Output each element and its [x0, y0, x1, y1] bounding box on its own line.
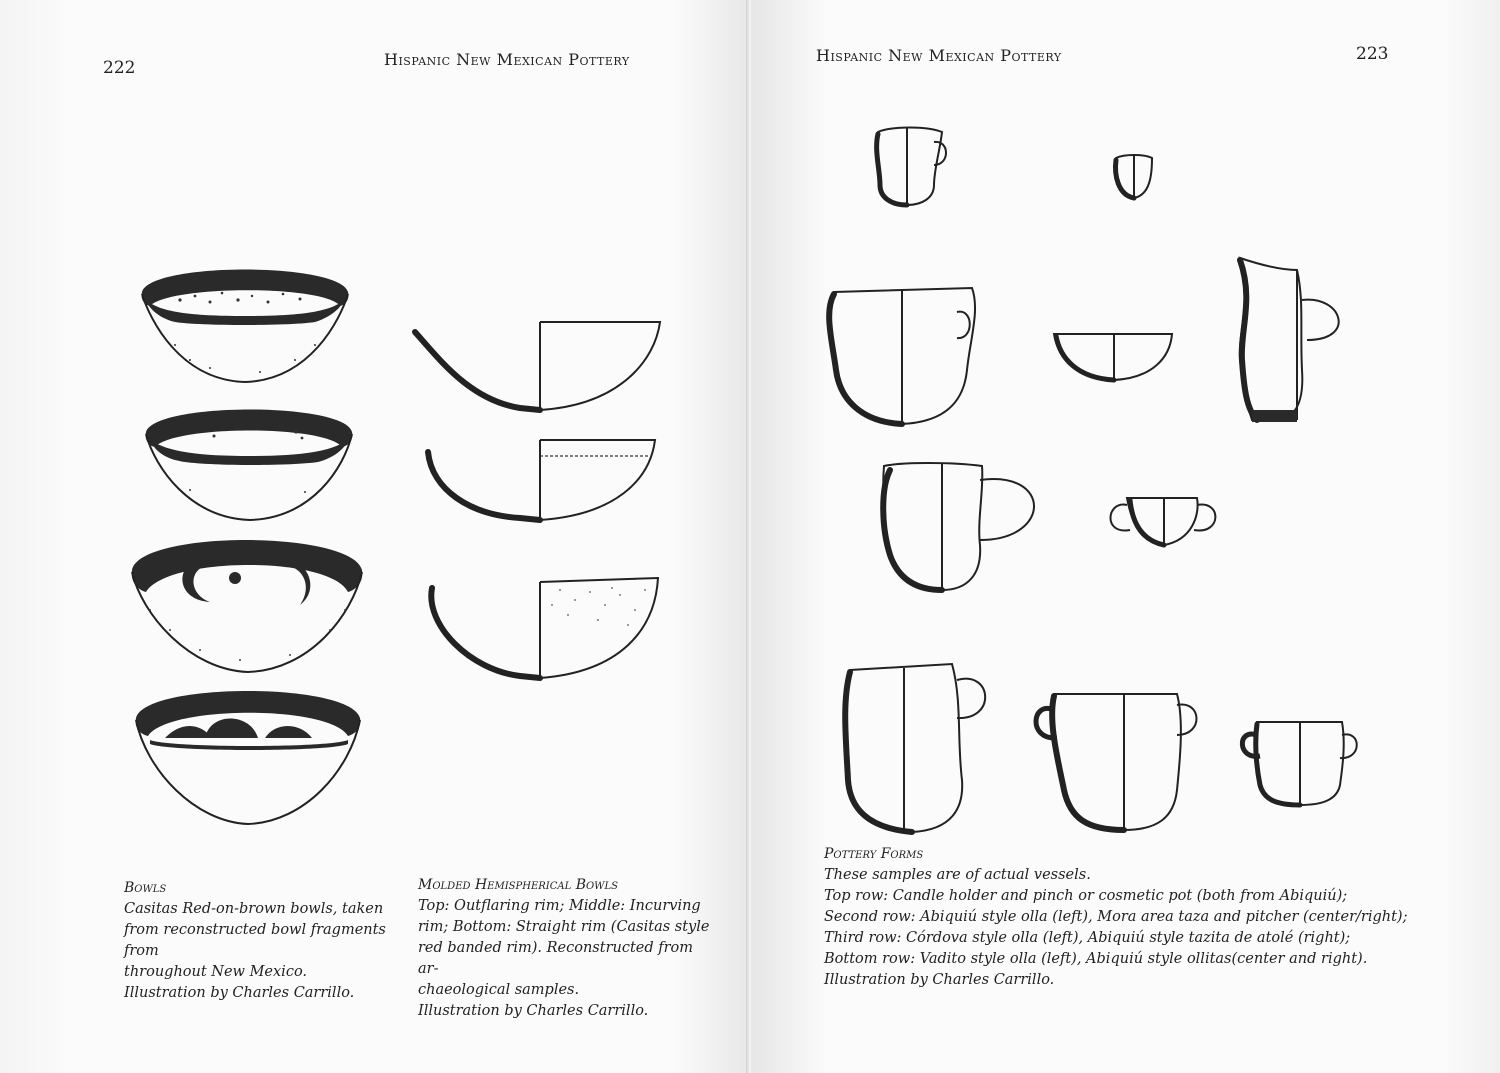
caption-bowls-heading: Bowls — [124, 880, 167, 896]
caption-forms-line: Top row: Candle holder and pinch or cosmetic pot (both from Abiquiú); — [824, 888, 1348, 904]
abiquiu-olla — [828, 288, 975, 424]
caption-bowls — [124, 878, 399, 1004]
caption-molded-bowls — [418, 875, 718, 1022]
running-head-right: Hispanic New Mexican Pottery — [816, 46, 1062, 65]
candle-holder — [877, 128, 946, 206]
profile-straight — [431, 578, 658, 678]
page-number-right: 223 — [1356, 44, 1389, 64]
caption-forms-line: Bottom row: Vadito style olla (left), Abiquiú style ollitas(center and right). — [824, 951, 1368, 967]
caption-bowls-line: from reconstructed bowl fragments from — [124, 922, 386, 959]
caption-molded-line: chaeological samples. — [418, 982, 580, 998]
caption-bowls-line: throughout New Mexico. — [124, 964, 308, 980]
running-head-left: Hispanic New Mexican Pottery — [384, 50, 630, 69]
caption-forms-line: Second row: Abiquiú style olla (left), Mora area taza and pitcher (center/right); — [824, 909, 1408, 925]
cordova-olla — [883, 463, 1034, 590]
vadito-olla — [845, 664, 985, 832]
profile-incurving — [428, 440, 655, 520]
pinch-pot — [1116, 155, 1152, 198]
caption-molded-line: rim; Bottom: Straight rim (Casitas style — [418, 919, 710, 935]
caption-molded-line: Top: Outflaring rim; Middle: Incurving — [418, 898, 701, 914]
caption-molded-line: Illustration by Charles Carrillo. — [418, 1003, 649, 1019]
ollita-center — [1036, 694, 1197, 830]
profile-outflaring — [415, 322, 660, 410]
caption-molded-line: red banded rim). Reconstructed from ar- — [418, 940, 694, 977]
caption-bowls-line: Casitas Red-on-brown bowls, taken — [124, 901, 384, 917]
mora-taza — [1054, 334, 1172, 380]
caption-forms-line: Illustration by Charles Carrillo. — [824, 972, 1055, 988]
caption-pottery-forms — [824, 844, 1464, 991]
right-page — [752, 0, 1500, 1073]
mora-pitcher — [1240, 258, 1339, 422]
caption-bowls-line: Illustration by Charles Carrillo. — [124, 985, 355, 1001]
tazita-de-atole — [1110, 498, 1215, 545]
page-number-left: 222 — [103, 58, 136, 78]
caption-molded-heading: Molded Hemispherical Bowls — [418, 877, 618, 893]
ollita-right — [1242, 722, 1356, 805]
caption-forms-heading: Pottery Forms — [824, 846, 924, 862]
caption-forms-line: Third row: Córdova style olla (left), Abiquiú style tazita de atolé (right); — [824, 930, 1351, 946]
caption-forms-line: These samples are of actual vessels. — [824, 867, 1091, 883]
left-page — [0, 0, 748, 1073]
